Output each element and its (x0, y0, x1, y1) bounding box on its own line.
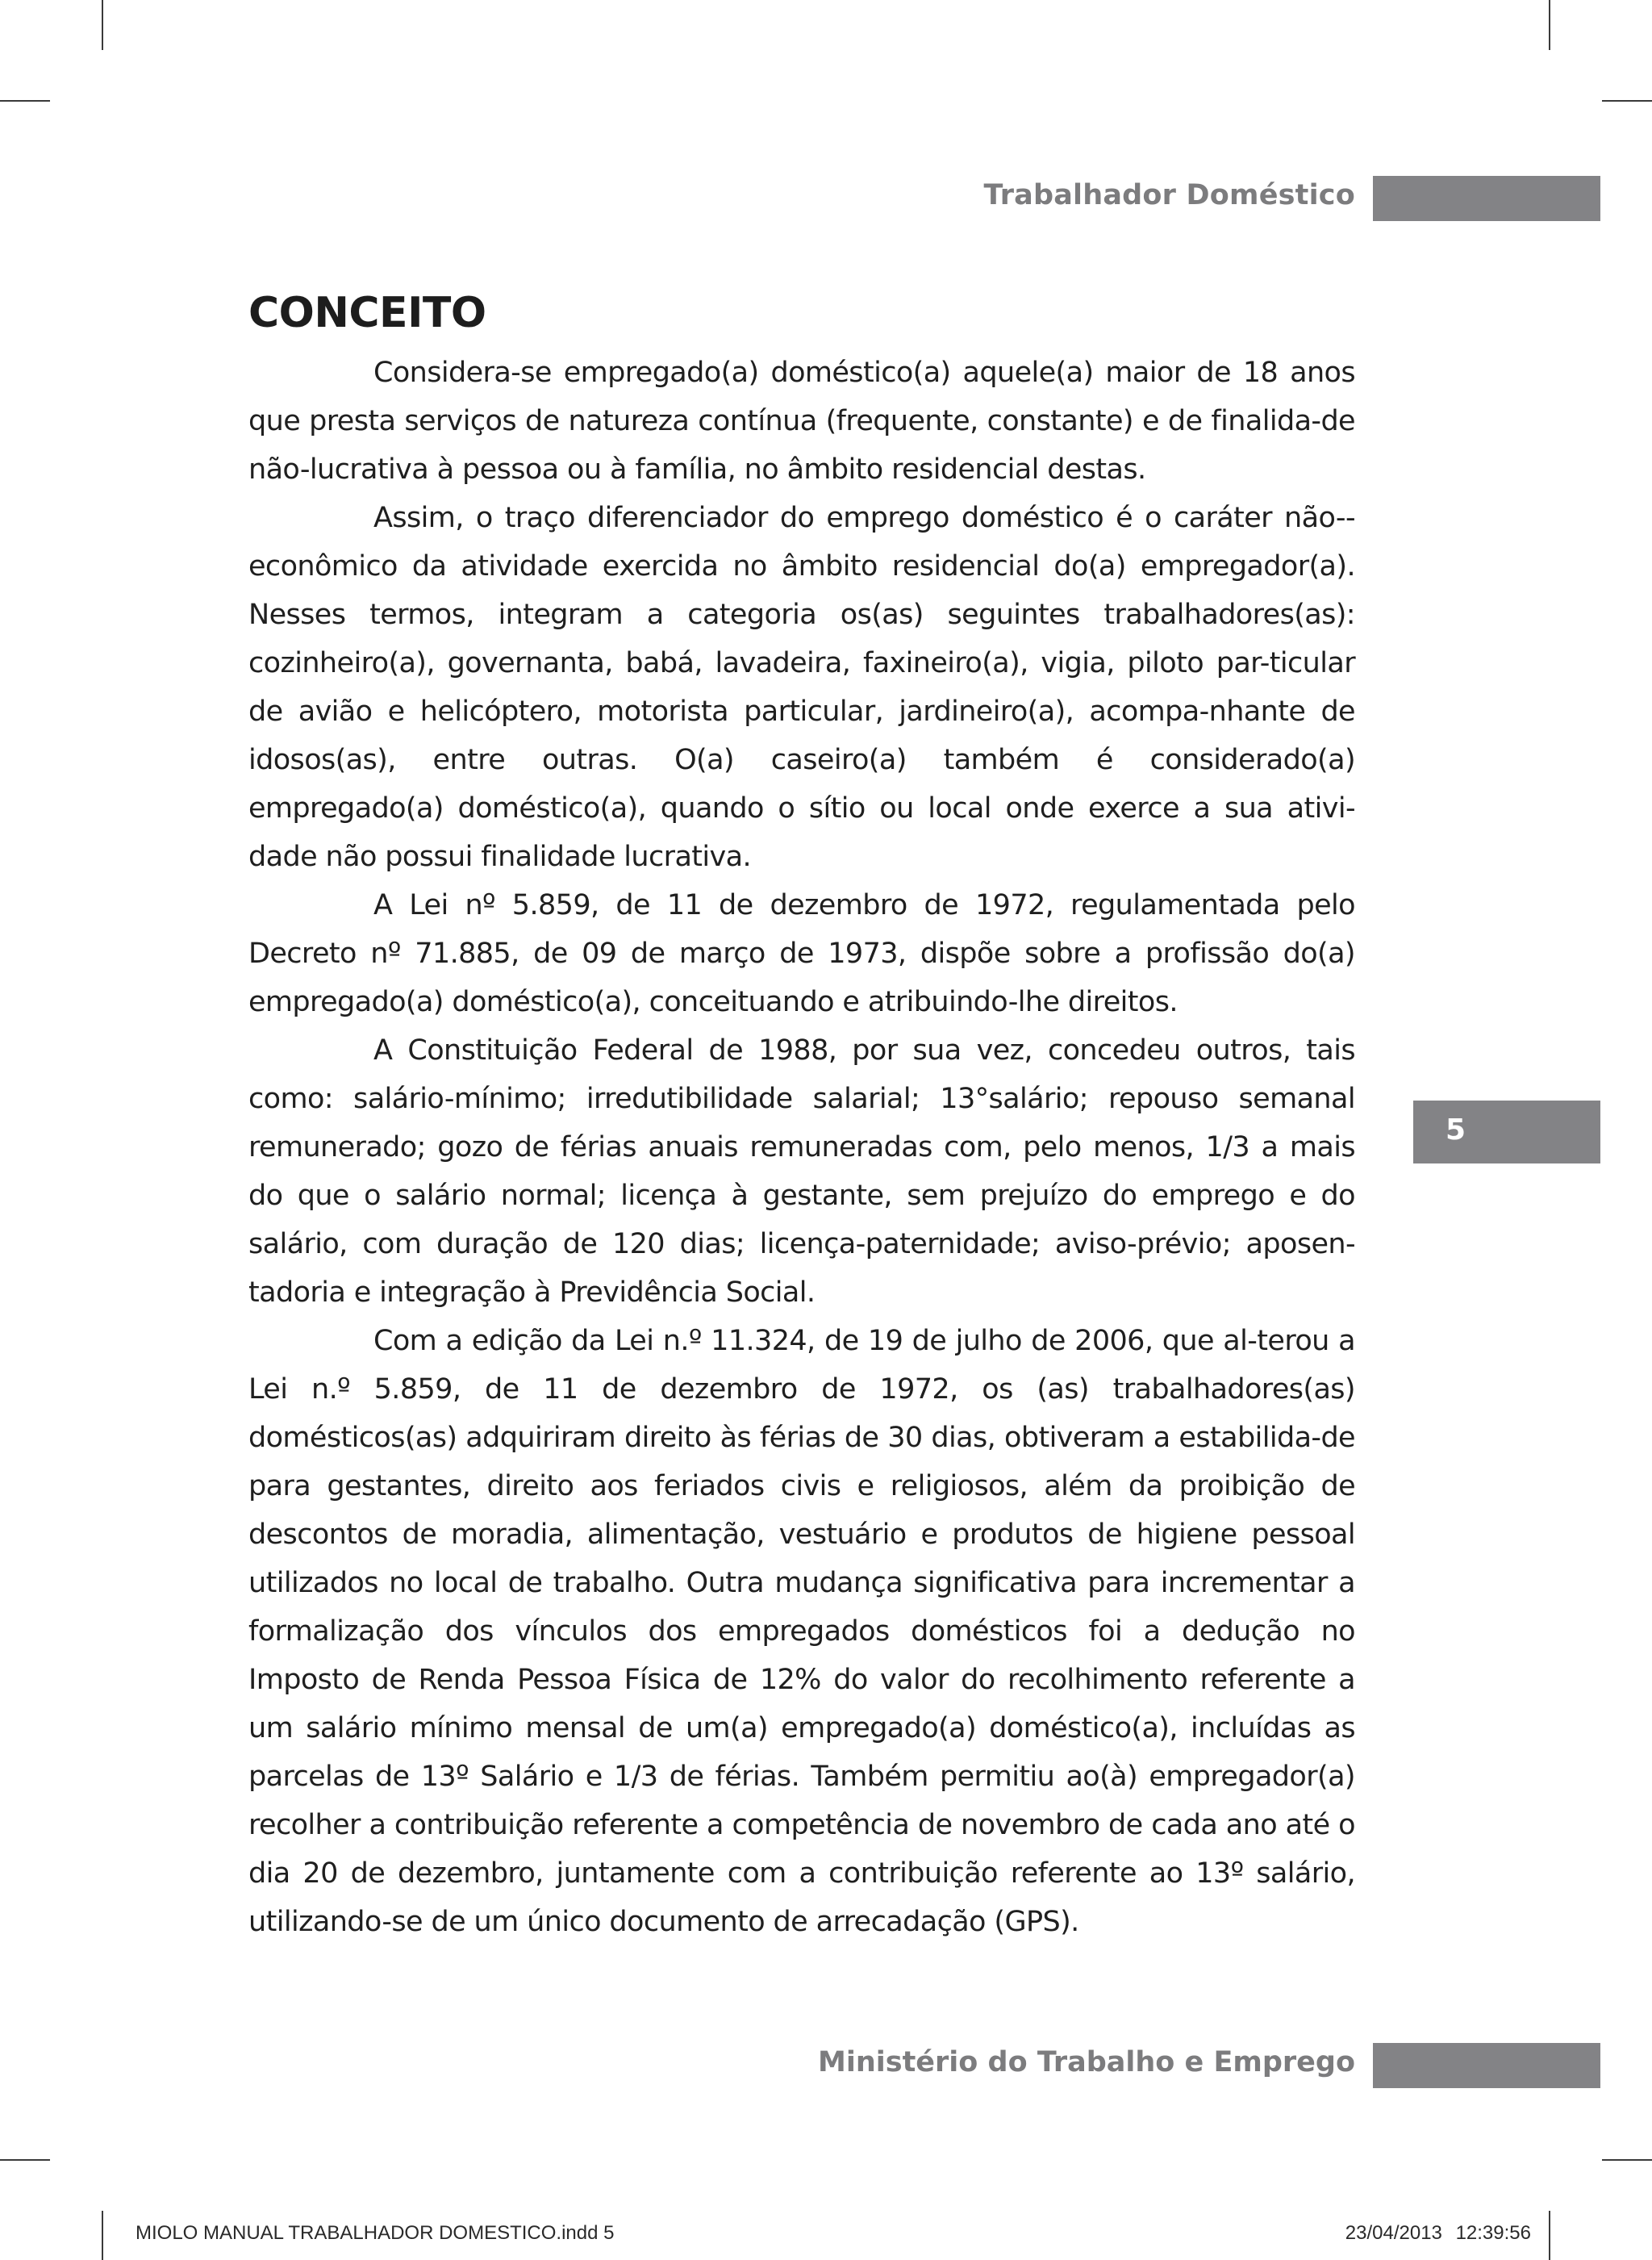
crop-mark (1549, 2211, 1550, 2260)
crop-mark (1602, 100, 1652, 102)
running-header: Trabalhador Doméstico (983, 179, 1355, 211)
slug-filename: MIOLO MANUAL TRABALHADOR DOMESTICO.indd 5 (136, 2222, 615, 2244)
paragraph: Assim, o traço diferenciador do emprego doméstico é o caráter não--econômico da atividade exercida no âmbito residencial do(a) empregador(a). Nesses termos, integram a categoria os(as) seguintes trabalhadores(as): cozinheiro(a), governanta, babá, lavadeira, faxineiro(a), vigia, piloto par-ticular de avião e helicóptero, motorista particular, jardineiro(a), acompa-nhante de idosos(as), entre outras. O(a) caseiro(a) também é considerado(a) empregado(a) doméstico(a), quando o sítio ou local onde exerce a sua ativi-dade não possui finalidade lucrativa. (248, 502, 1355, 873)
header-bar (1373, 176, 1600, 221)
crop-mark (0, 2159, 50, 2161)
section-title: CONCEITO (248, 289, 486, 337)
paragraph: Considera-se empregado(a) doméstico(a) aquele(a) maior de 18 anos que presta serviços de natureza contínua (frequente, constante) e de finalida-de não-lucrativa à pessoa ou à família, no âmbito residencial destas. (248, 357, 1355, 486)
paragraph: A Lei nº 5.859, de 11 de dezembro de 1972, regulamentada pelo Decreto nº 71.885, de 09 de março de 1973, dispõe sobre a profissão do(a) empregado(a) doméstico(a), conceituando e atribuindo-lhe direitos. (248, 889, 1355, 1018)
running-footer: Ministério do Trabalho e Emprego (818, 2046, 1355, 2078)
paragraph: A Constituição Federal de 1988, por sua vez, concedeu outros, tais como: salário-mínimo; irredutibilidade salarial; 13°salário; repouso semanal remunerado; gozo de férias anuais remuneradas com, pelo menos, 1/3 a mais do que o salário normal; licença à gestante, sem prejuízo do emprego e do salário, com duração de 120 dias; licença-paternidade; aviso-prévio; aposen-tadoria e integração à Previdência Social. (248, 1034, 1355, 1309)
body-text (248, 349, 1355, 1946)
slug-timestamp: 23/04/2013 12:39:56 (1345, 2222, 1531, 2244)
crop-mark (102, 0, 103, 50)
crop-mark (0, 100, 50, 102)
crop-mark (102, 2211, 103, 2260)
crop-mark (1602, 2159, 1652, 2161)
paragraph: Com a edição da Lei n.º 11.324, de 19 de julho de 2006, que al-terou a Lei n.º 5.859, de 11 de dezembro de 1972, os (as) trabalhadores(as) domésticos(as) adquiriram direito às férias de 30 dias, obtiveram a estabilida-de para gestantes, direito aos feriados civis e religiosos, além da proibição de descontos de moradia, alimentação, vestuário e produtos de higiene pessoal utilizados no local de trabalho. Outra mudança significativa para incrementar a formalização dos vínculos dos empregados domésticos foi a dedução no Imposto de Renda Pessoa Física de 12% do valor do recolhimento referente a um salário mínimo mensal de um(a) empregado(a) doméstico(a), incluídas as parcelas de 13º Salário e 1/3 de férias. Também permitiu ao(à) empregador(a) recolher a contribuição referente a competência de novembro de cada ano até o dia 20 de dezembro, juntamente com a contribuição referente ao 13º salário, utilizando-se de um único documento de arrecadação (GPS). (248, 1325, 1355, 1938)
page-number-tab (1413, 1101, 1600, 1163)
crop-mark (1549, 0, 1550, 50)
page-number: 5 (1446, 1113, 1466, 1147)
footer-bar (1373, 2043, 1600, 2088)
